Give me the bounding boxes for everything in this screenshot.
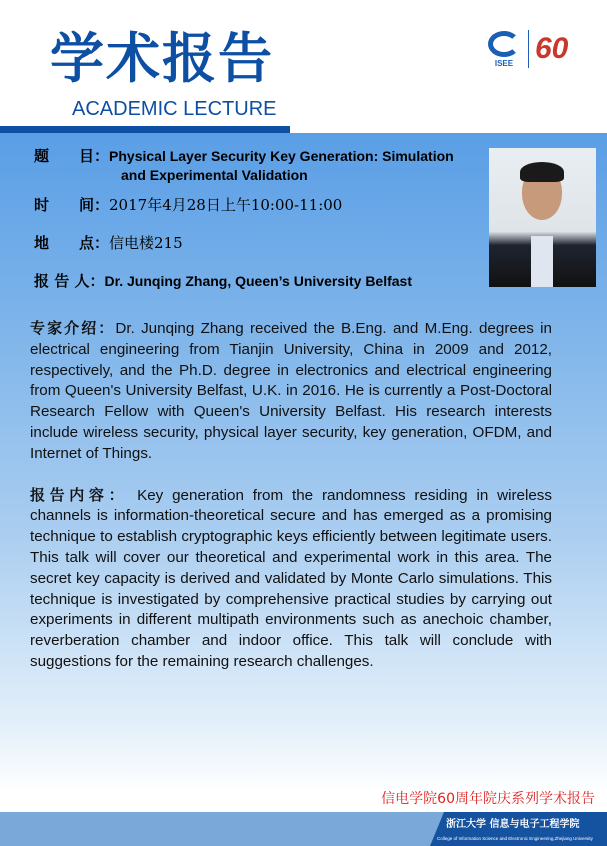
title-row: 题 目：Physical Layer Security Key Generation: Simulation — [34, 147, 454, 165]
time-row: 时 间：2017年4月28日上午10:00-11:00 — [34, 196, 343, 214]
school-name: 浙江大学 信息与电子工程学院 — [446, 819, 580, 830]
abstract-paragraph: 报告内容： Key generation from the randomness residing in wireless channels is information-theoretical secure and has emerged as a promising technique to establish cryptographic keys efficiently between legitimate users. This talk will cover our theoretical and experimental work in this area. The secret key capacity is derived and validated by Monte Carlo simulations. This technique is investigated by comprehensive practical studies by carrying out experiments in different multipath environments such as anechoic chamber, reverberation chamber and indoor office. This talk will conclude with suggestions for the remaining research challenges. — [30, 485, 552, 670]
title-row-2: and Experimental Validation — [121, 167, 308, 183]
body-text — [30, 318, 552, 673]
isee-logo: ISEE — [486, 31, 522, 68]
logos — [486, 30, 568, 68]
bio-paragraph: 专家介绍：Dr. Junqing Zhang received the B.Eng. and M.Eng. degrees in electrical engineering from Tianjin University, China in 2009 and 2012, respectively, and the Ph.D. degree in electronics and electrical engineering from Queen's University Belfast, U.K. in 2016. He is currently a Post-Doctoral Research Fellow with Queen's University Belfast. His research interests include wireless security, physical layer security, key generation, OFDM, and Internet of Things. — [30, 319, 552, 462]
place-row: 地 点：信电楼215 — [34, 234, 183, 252]
header-bar — [0, 126, 290, 133]
anniversary-logo: 60 — [535, 32, 569, 65]
speaker-photo — [489, 148, 596, 287]
school-name-en: College of Information Science and Electronic Engineering,Zhejiang University — [437, 836, 593, 841]
header-title: 学术报告 — [50, 27, 274, 90]
speaker-row: 报 告 人：Dr. Junqing Zhang, Queen’s University Belfast — [34, 272, 412, 290]
series-title: 信电学院60周年院庆系列学术报告 — [381, 791, 595, 807]
footer — [0, 812, 607, 846]
header-subtitle: ACADEMIC LECTURE — [72, 98, 277, 120]
